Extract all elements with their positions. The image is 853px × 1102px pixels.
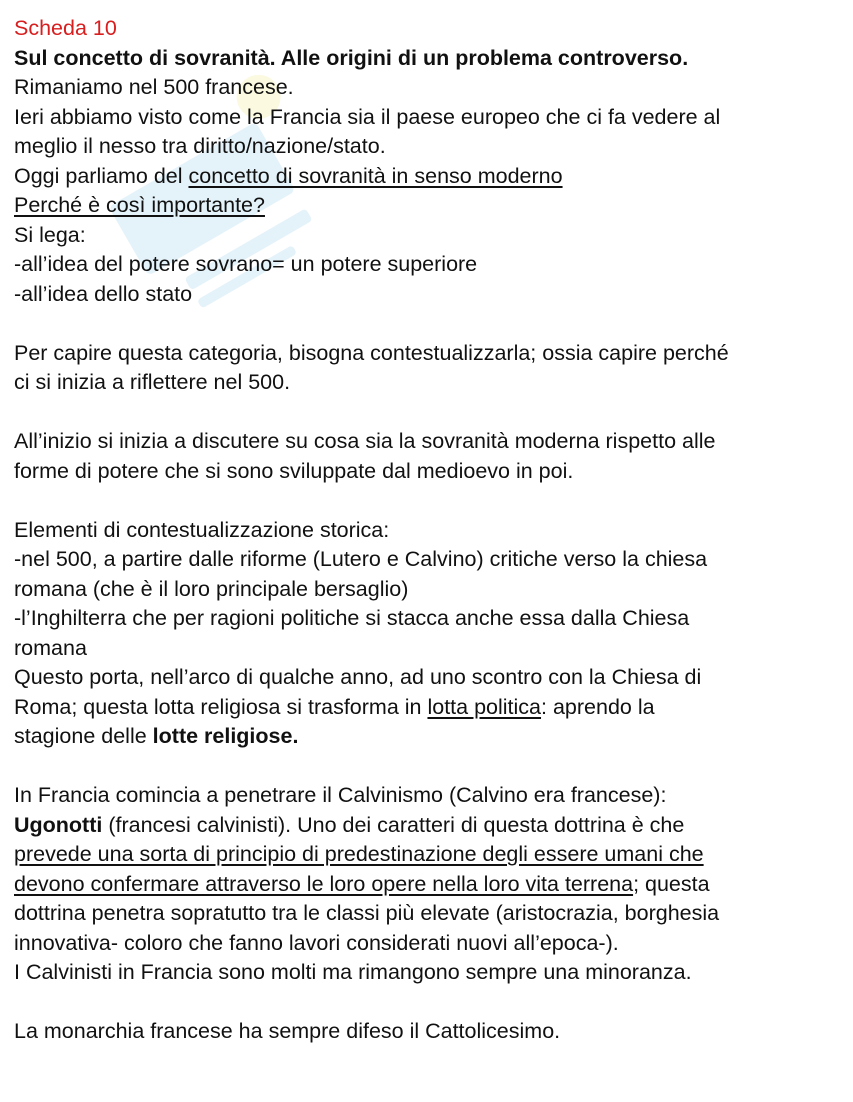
paragraph-gap [14,752,844,782]
paragraph-gap [14,398,844,428]
underlined-phrase: devono confermare attraverso le loro opere nella loro vita terrena [14,871,634,896]
text-line: Oggi parliamo del concetto di sovranità in senso moderno [14,163,563,188]
document-title: Sul concetto di sovranità. Alle origini di un problema controverso. [14,45,689,70]
underlined-line: prevede una sorta di principio di predestinazione degli essere umani che [14,842,704,866]
text-line: Ieri abbiamo visto come la Francia sia il paese europeo che ci fa vedere al [14,104,721,129]
text-line: romana [14,635,87,660]
list-item: -all’idea del potere sovrano= un potere superiore [14,252,478,276]
paragraph-gap [14,486,844,516]
text-line: stagione delle lotte religiose. [14,724,299,748]
text-line: I Calvinisti in Francia sono molti ma rimangono sempre una minoranza. [14,960,692,984]
sheet-label: Scheda 10 [14,16,117,40]
text-line: In Francia comincia a penetrare il Calvinismo (Calvino era francese): [14,783,667,807]
text-line: La monarchia francese ha sempre difeso il Cattolicesimo. [14,1019,561,1043]
underlined-phrase: concetto di sovranità in senso moderno [188,163,563,188]
paragraph-gap [14,309,844,339]
text-line: romana (che è il loro principale bersaglio) [14,576,409,601]
text-line: Rimaniamo nel 500 francese. [14,75,294,99]
document-page [14,14,844,1047]
paragraph-gap [14,988,844,1018]
underlined-phrase: lotta politica [427,694,542,719]
text-line: dottrina penetra sopratutto tra le classi più elevate (aristocrazia, borghesia [14,901,720,925]
text-line: Ugonotti (francesi calvinisti). Uno dei caratteri di questa dottrina è che [14,812,685,837]
text-line: Questo porta, nell’arco di qualche anno, ad uno scontro con la Chiesa di [14,665,702,689]
text-line: forme di potere che si sono sviluppate dal medioevo in poi. [14,458,574,483]
list-item: -all’idea dello stato [14,281,193,306]
bold-phrase: lotte religiose. [152,724,299,748]
text-line: ci si inizia a riflettere nel 500. [14,370,291,394]
text-line: devono confermare attraverso le loro opere nella loro vita terrena; questa [14,871,710,896]
text-line: meglio il nesso tra diritto/nazione/stato. [14,134,386,158]
text-line: Per capire questa categoria, bisogna contestualizzarla; ossia capire perché [14,340,729,365]
text-line: All’inizio si inizia a discutere su cosa sia la sovranità moderna rispetto alle [14,429,716,453]
list-item: -nel 500, a partire dalle riforme (Lutero e Calvino) critiche verso la chiesa [14,547,708,571]
text-line: Si lega: [14,222,86,247]
text-line: Roma; questa lotta religiosa si trasforma in lotta politica: aprendo la [14,694,655,719]
text-line: Elementi di contestualizzazione storica: [14,517,390,542]
bold-phrase: Ugonotti [14,812,103,837]
text-line: innovativa- coloro che fanno lavori considerati nuovi all’epoca-). [14,930,619,955]
underlined-question: Perché è così importante? [14,193,265,217]
list-item: -l’Inghilterra che per ragioni politiche si stacca anche essa dalla Chiesa [14,606,690,630]
